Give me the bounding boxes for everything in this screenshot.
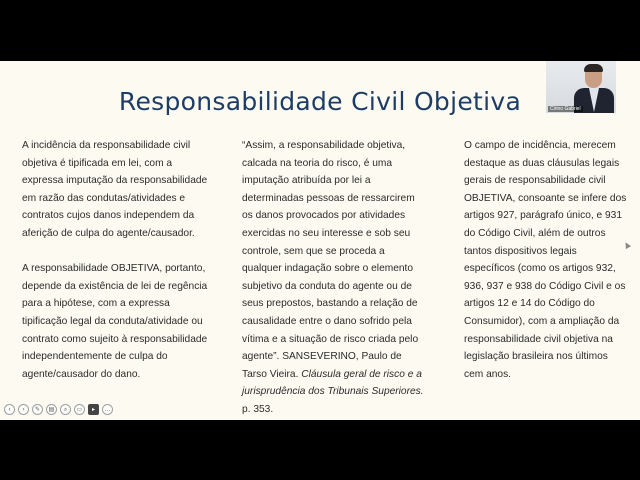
subtitles-icon[interactable]: ▭ (74, 404, 85, 415)
book-title: Cláusula geral de risco e a jurisprudência dos Tribunais Superiores. (242, 368, 424, 398)
right-paragraph-1: O campo de incidência, merecem destaque as duas cláusulas legais gerais de responsabilidade civil OBJETIVA, consoante se infere dos artigos 927, parágrafo único, e 931 do Código Civil, além de outros tantos dispositivos legais específicos (como os artigos 932, 936, 937 e 938 do Código Civil e os artigos 12 e 14 do Código do Consumidor), com a ampliação da responsabilidade civil objetiva na legislação brasileira nos últimos cem anos. (464, 140, 627, 380)
next-slide-button[interactable]: › (18, 404, 29, 415)
presentation-slide (0, 61, 640, 420)
quote-paragraph (242, 137, 427, 419)
webcam-name-label: Cirino Gabriel (550, 106, 581, 112)
highlighter-icon[interactable]: ▤ (46, 404, 57, 415)
left-text-column (22, 137, 210, 401)
quote-text: “Assim, a responsabilidade objetiva, calcada na teoria do risco, é uma imputação atribuída por lei a determinadas pessoas de ressarcirem os danos provocados por atividades exercidas no seu interesse e sob seu controle, sem que se proceda a qualquer indagação sobre o elemento subjetivo da conduta do agente ou de seus prepostos, bastando a relação de causalidade entre o dano sofrido pela vítima e a situação de risco criada pelo agente”. SANSEVERINO, Paulo de Tarso Vieira. (242, 140, 419, 380)
right-text-column (464, 137, 629, 401)
presenter-hair (584, 64, 603, 72)
webcam-video[interactable] (546, 61, 616, 113)
camera-icon[interactable]: ▸ (88, 404, 99, 415)
left-paragraph-1: A incidência da responsabilidade civil objetiva é tipificada em lei, com a expressa imputação da responsabilidade em razão das condutas/atividades e contratos cujos danos independem da aferição de culpa do agente/causador. (22, 140, 208, 239)
presentation-toolbar (4, 404, 113, 415)
zoom-icon[interactable]: ⌕ (60, 404, 71, 415)
more-options-icon[interactable]: … (102, 404, 113, 415)
pen-tool-icon[interactable]: ✎ (32, 404, 43, 415)
page-reference: p. 353. (242, 403, 274, 415)
slide-title: Responsabilidade Civil Objetiva (118, 87, 522, 116)
previous-slide-button[interactable]: ‹ (4, 404, 15, 415)
middle-text-column (242, 137, 427, 419)
left-paragraph-2: A responsabilidade OBJETIVA, portanto, depende da existência de lei de regência para a hipótese, com a expressa tipificação legal da conduta/atividade ou contrato como sujeito à responsabilidade independentemente de culpa do agente/causador do dano. (22, 263, 208, 380)
